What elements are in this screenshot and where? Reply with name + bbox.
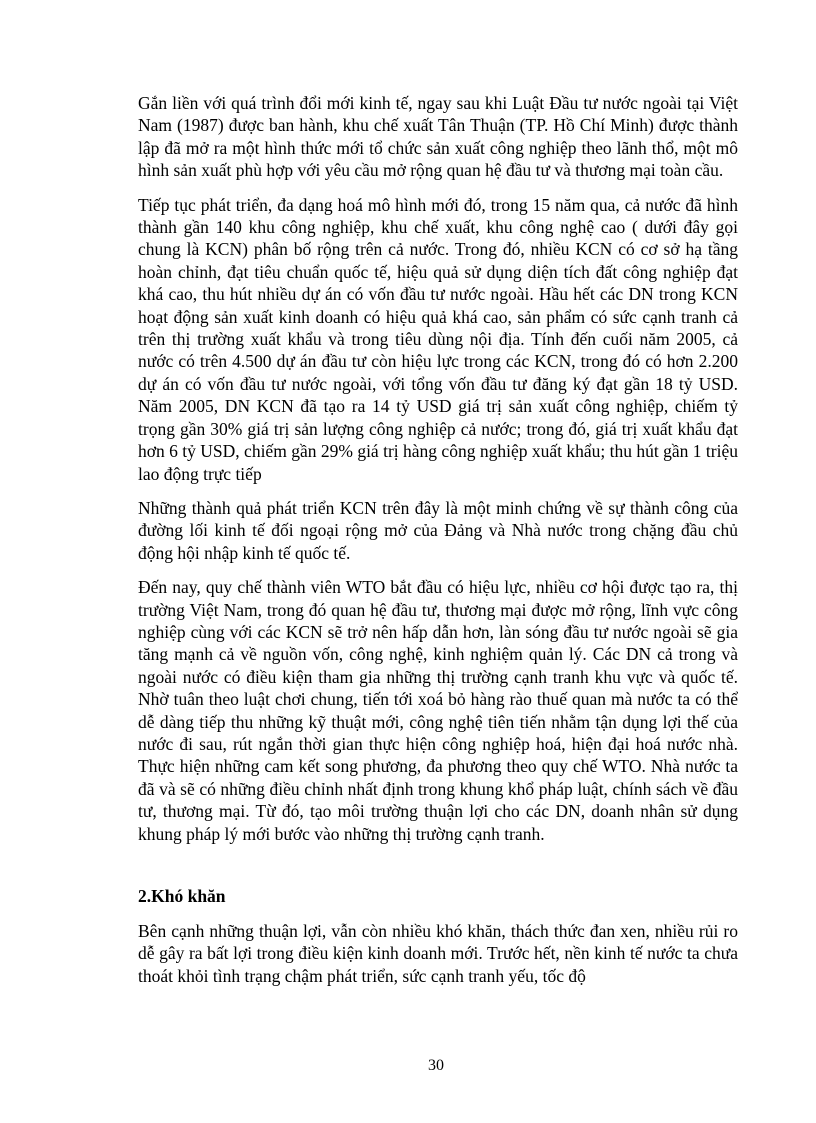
document-body	[138, 92, 738, 999]
paragraph-wto-opportunities: Đến nay, quy chế thành viên WTO bắt đầu có hiệu lực, nhiều cơ hội được tạo ra, thị trường Việt Nam, trong đó quan hệ đầu tư, thương mại được mở rộng, lĩnh vực công nghiệp cùng với các KCN sẽ trở nên hấp dẫn hơn, làn sóng đầu tư nước ngoài sẽ gia tăng mạnh cả về nguồn vốn, công nghệ, kinh nghiệm quản lý. Các DN cả trong và ngoài nước có điều kiện tham gia những thị trường cạnh tranh khu vực và quốc tế. Nhờ tuân theo luật chơi chung, tiến tới xoá bỏ hàng rào thuế quan mà nước ta có thể dễ dàng tiếp thu những kỹ thuật mới, công nghệ tiên tiến nhằm tận dụng lợi thế của nước đi sau, rút ngắn thời gian thực hiện công nghiệp hoá, hiện đại hoá nước nhà. Thực hiện những cam kết song phương, đa phương theo quy chế WTO. Nhà nước ta đã và sẽ có những điều chỉnh nhất định trong khung khổ pháp luật, chính sách về đầu tư, thương mại. Từ đó, tạo môi trường thuận lợi cho các DN, doanh nhân sử dụng khung pháp lý mới bước vào những thị trường cạnh tranh.	[138, 577, 738, 844]
paragraph-achievements: Những thành quả phát triển KCN trên đây là một minh chứng về sự thành công của đường lối kinh tế đối ngoại rộng mở của Đảng và Nhà nước trong chặng đầu chủ động hội nhập kinh tế quốc tế.	[138, 497, 738, 563]
page-number: 30	[428, 1057, 444, 1074]
paragraph-ktx-tan-thuan: Gắn liền với quá trình đổi mới kinh tế, ngay sau khi Luật Đầu tư nước ngoài tại Việt Nam (1987) được ban hành, khu chế xuất Tân Thuận (TP. Hồ Chí Minh) được thành lập đã mở ra một hình thức mới tổ chức sản xuất công nghiệp theo lãnh thổ, một mô hình sản xuất phù hợp với yêu cầu mở rộng quan hệ đầu tư và thương mại toàn cầu.	[138, 93, 738, 181]
paragraph-difficulties: Bên cạnh những thuận lợi, vẫn còn nhiều khó khăn, thách thức đan xen, nhiều rủi ro dễ gây ra bất lợi trong điều kiện kinh doanh mới. Trước hết, nền kinh tế nước ta chưa thoát khỏi tình trạng chậm phát triển, sức cạnh tranh yếu, tốc độ	[138, 921, 738, 986]
section-heading-difficulties: 2.Khó khăn	[138, 886, 226, 906]
paragraph-kcn-development: Tiếp tục phát triển, đa dạng hoá mô hình mới đó, trong 15 năm qua, cả nước đã hình thành gần 140 khu công nghiệp, khu chế xuất, khu công nghệ cao ( dưới đây gọi chung là KCN) phân bố rộng trên cả nước. Trong đó, nhiều KCN có cơ sở hạ tầng hoàn chỉnh, đạt tiêu chuẩn quốc tế, hiệu quả sử dụng diện tích đất công nghiệp đạt khá cao, thu hút nhiều dự án có vốn đầu tư nước ngoài. Hầu hết các DN trong KCN hoạt động sản xuất kinh doanh có hiệu quả khá cao, sản phẩm có sức cạnh tranh cả trên thị trường xuất khẩu và trong tiêu dùng nội địa. Tính đến cuối năm 2005, cả nước có trên 4.500 dự án đầu tư còn hiệu lực trong các KCN, trong đó có hơn 2.200 dự án có vốn đầu tư nước ngoài, với tổng vốn đầu tư đăng ký đạt gần 18 tỷ USD. Năm 2005, DN KCN đã tạo ra 14 tỷ USD giá trị sản xuất công nghiệp, chiếm tỷ trọng gần 30% giá trị sản lượng công nghiệp cả nước; trong đó, giá trị xuất khẩu đạt hơn 6 tỷ USD, chiếm gần 29% giá trị hàng công nghiệp xuất khẩu; thu hút gần 1 triệu lao động trực tiếp	[138, 194, 738, 484]
